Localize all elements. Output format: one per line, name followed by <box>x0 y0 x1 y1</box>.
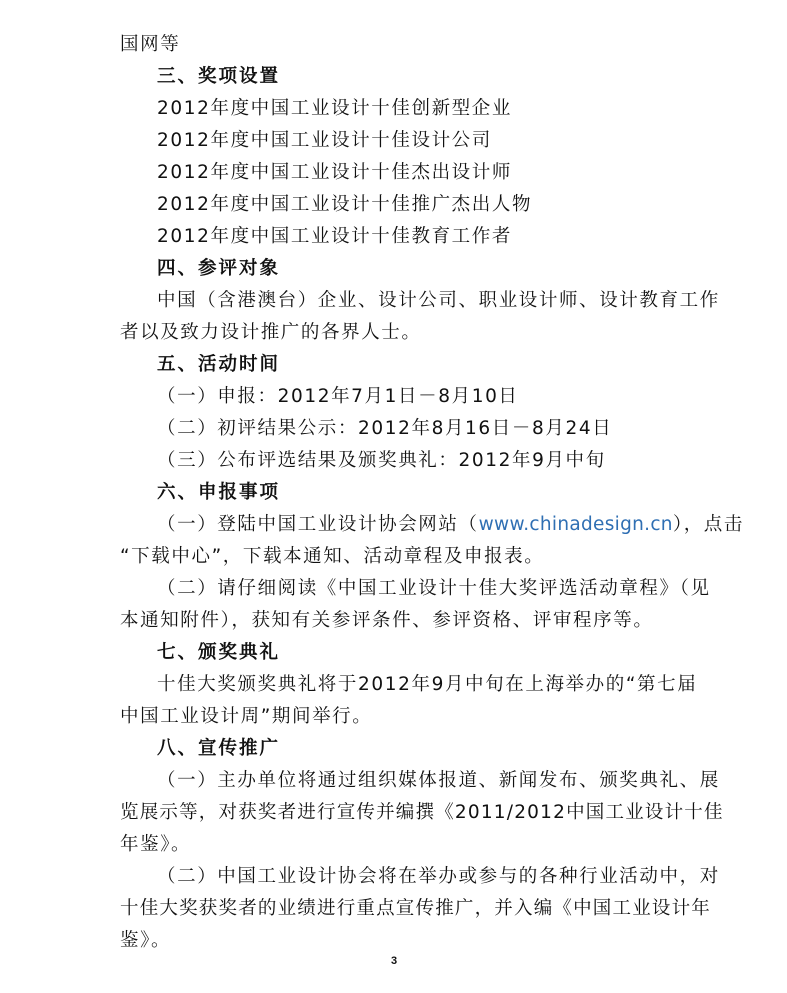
award-item: 2012年度中国工业设计十佳设计公司 <box>157 130 492 151</box>
section-heading-participants: 四、参评对象 <box>157 258 281 279</box>
section-heading-promotion: 八、宣传推广 <box>157 738 281 759</box>
promotion-text-line: （二）中国工业设计协会将在举办或参与的各种行业活动中，对 <box>157 866 720 887</box>
promotion-text-line: 鉴》。 <box>120 930 172 951</box>
section-heading-application: 六、申报事项 <box>157 482 281 503</box>
award-item: 2012年度中国工业设计十佳推广杰出人物 <box>157 194 533 215</box>
award-item: 2012年度中国工业设计十佳创新型企业 <box>157 98 512 119</box>
application-text: （一）登陆中国工业设计协会网站（ <box>157 514 479 535</box>
website-link[interactable]: www.chinadesign.cn <box>478 514 673 535</box>
section-heading-ceremony: 七、颁奖典礼 <box>157 642 281 663</box>
application-paragraph-line: （二）请仔细阅读《中国工业设计十佳大奖评选活动章程》（见 <box>157 578 711 599</box>
application-paragraph-line <box>157 512 744 538</box>
ceremony-text-line: 十佳大奖颁奖典礼将于2012年9月中旬在上海举办的“第七届 <box>157 674 698 695</box>
application-paragraph-line: 本通知附件），获知有关参评条件、参评资格、评审程序等。 <box>120 610 654 631</box>
promotion-text-line: 年鉴》。 <box>120 834 192 855</box>
schedule-item: （二）初评结果公示：2012年8月16日－8月24日 <box>157 418 613 439</box>
schedule-item: （一）申报：2012年7月1日－8月10日 <box>157 386 519 407</box>
schedule-item: （三）公布评选结果及颁奖典礼：2012年9月中旬 <box>157 450 606 471</box>
application-paragraph-line: “下载中心”，下载本通知、活动章程及申报表。 <box>120 546 545 567</box>
award-item: 2012年度中国工业设计十佳杰出设计师 <box>157 162 512 183</box>
intro-tail-text: 国网等 <box>120 34 181 55</box>
participants-text-line: 者以及致力设计推广的各界人士。 <box>120 322 422 343</box>
promotion-text-line: 十佳大奖获奖者的业绩进行重点宣传推广，并入编《中国工业设计年 <box>120 898 712 919</box>
participants-text-line: 中国（含港澳台）企业、设计公司、职业设计师、设计教育工作 <box>157 290 720 311</box>
award-item: 2012年度中国工业设计十佳教育工作者 <box>157 226 512 247</box>
promotion-text-line: （一）主办单位将通过组织媒体报道、新闻发布、颁奖典礼、展 <box>157 770 720 791</box>
page-number: 3 <box>390 955 398 967</box>
application-text: ），点击 <box>672 514 744 535</box>
promotion-text-line: 览展示等，对获奖者进行宣传并编撰《2011/2012中国工业设计十佳 <box>120 802 724 823</box>
section-heading-schedule: 五、活动时间 <box>157 354 281 375</box>
ceremony-text-line: 中国工业设计周”期间举行。 <box>120 706 373 727</box>
section-heading-awards: 三、奖项设置 <box>157 66 281 87</box>
